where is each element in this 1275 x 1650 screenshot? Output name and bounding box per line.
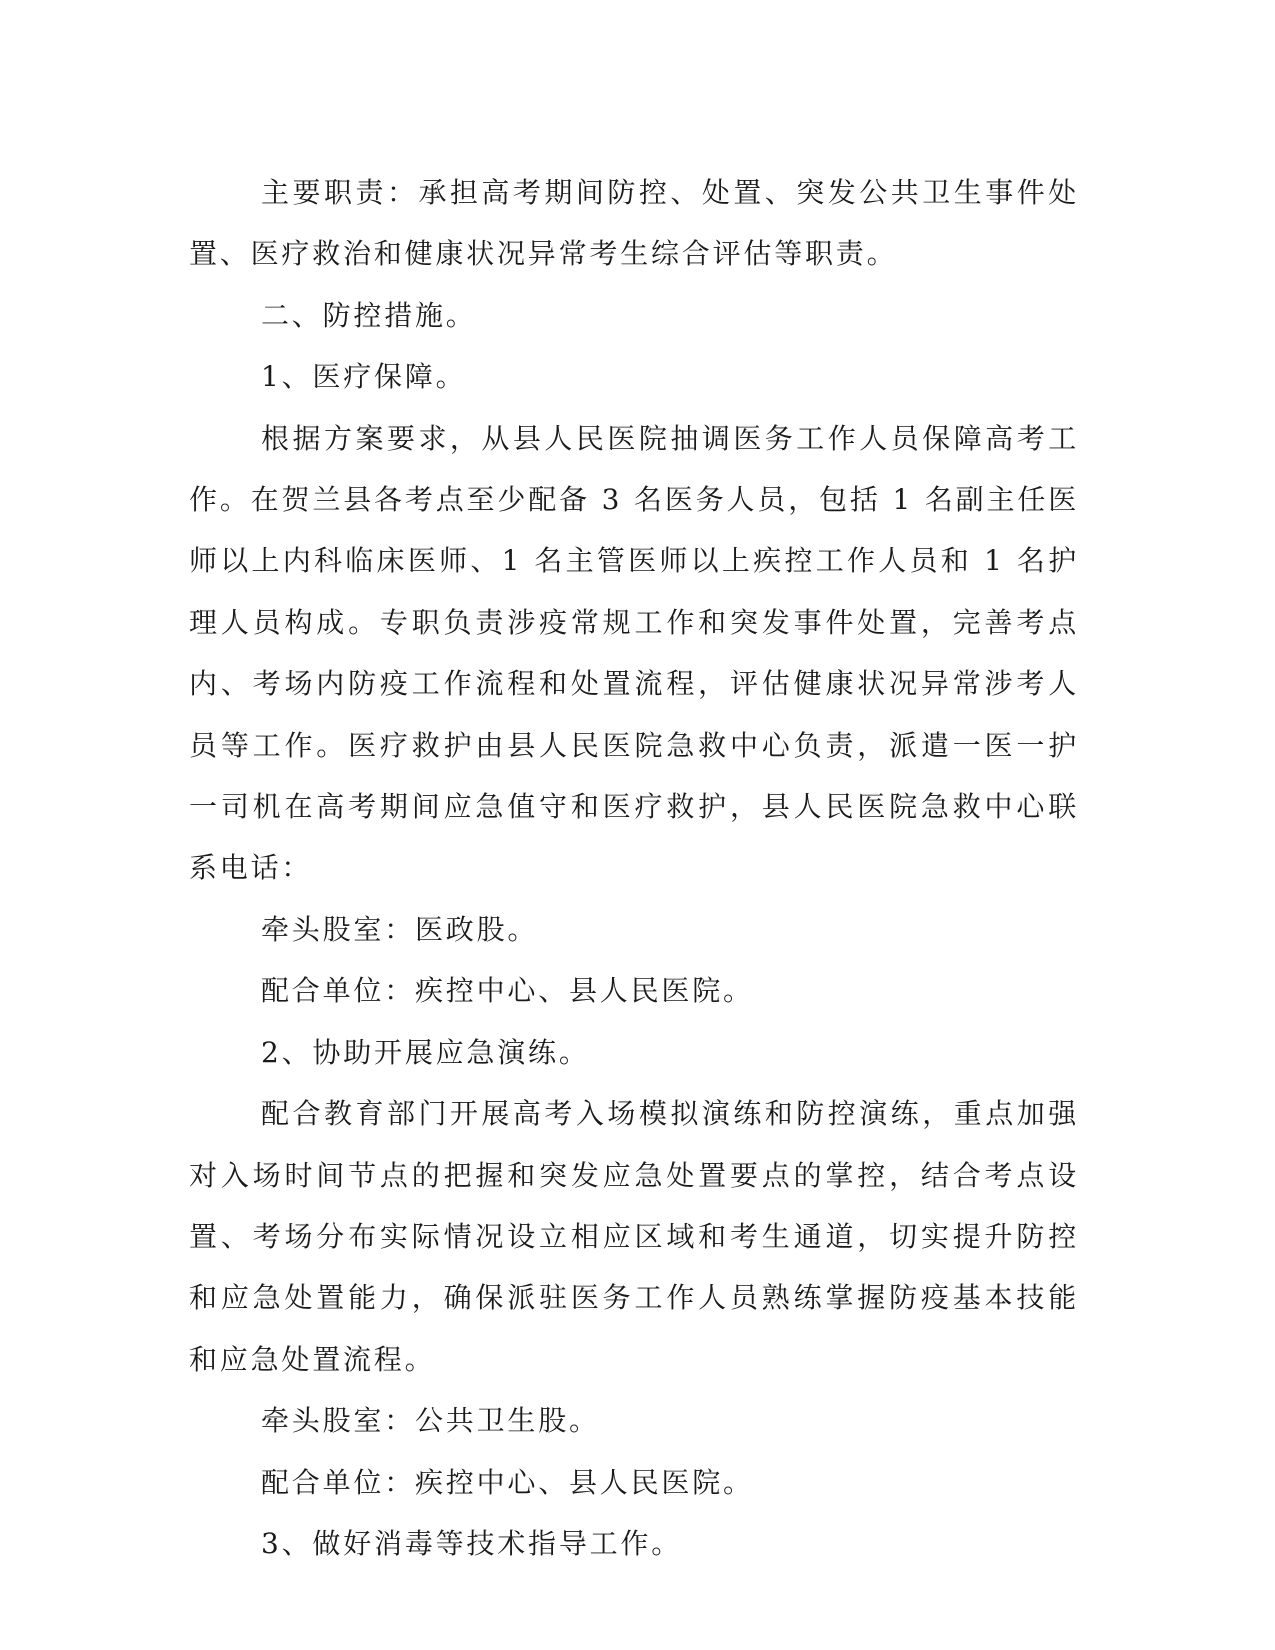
paragraph-medical-support: 根据方案要求，从县人民医院抽调医务工作人员保障高考工作。在贺兰县各考点至少配备 3 名医务人员，包括 1 名副主任医师以上内科临床医师、1 名主管医师以上疾控工作人员和 1 名护理人员构成。专职负责涉疫常规工作和突发事件处置，完善考点内、考场内防疫工作流程和处置流程，评估健康状况异常涉考人员等工作。医疗救护由县人民医院急救中心负责，派遣一医一护一司机在高考期间应急值守和医疗救护，县人民医院急救中心联系电话： [189, 421, 1079, 885]
paragraph-emergency-drill: 配合教育部门开展高考入场模拟演练和防控演练，重点加强对入场时间节点的把握和突发应急处置要点的掌控，结合考点设置、考场分布实际情况设立相应区域和考生通道，切实提升防控和应急处置能力，确保派驻医务工作人员熟练掌握防疫基本技能和应急处置流程。 [189, 1097, 1079, 1376]
lead-department-1: 牵头股室：医政股。 [261, 912, 539, 946]
lead-department-2: 牵头股室：公共卫生股。 [261, 1404, 600, 1438]
heading-disinfection-guidance: 3、做好消毒等技术指导工作。 [261, 1526, 683, 1560]
document-body [189, 162, 1079, 1574]
cooperating-units-1: 配合单位：疾控中心、县人民医院。 [261, 974, 754, 1008]
cooperating-units-2: 配合单位：疾控中心、县人民医院。 [261, 1465, 754, 1499]
heading-medical-support: 1、医疗保障。 [261, 360, 467, 394]
heading-emergency-drill: 2、协助开展应急演练。 [261, 1035, 590, 1069]
paragraph-main-duties: 主要职责：承担高考期间防控、处置、突发公共卫生事件处置、医疗救治和健康状况异常考生综合评估等职责。 [189, 176, 1079, 271]
heading-prevention-measures: 二、防控措施。 [261, 298, 477, 332]
